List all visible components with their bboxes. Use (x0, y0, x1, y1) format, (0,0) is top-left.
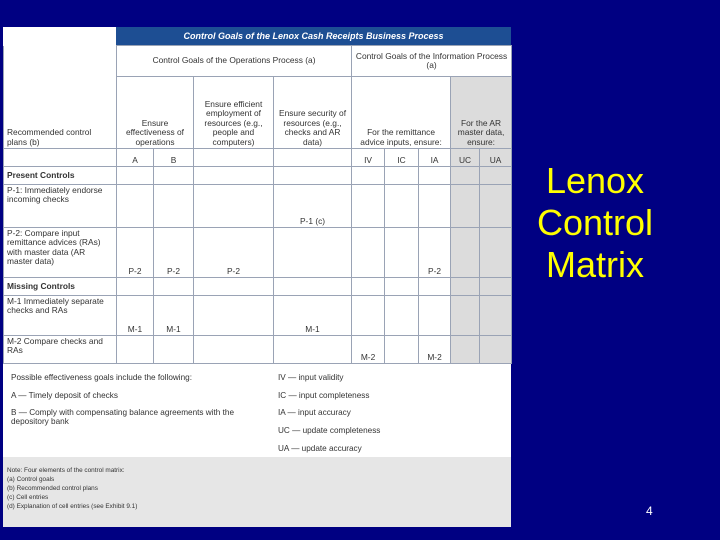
col-remittance: For the remittance advice inputs, ensure: (352, 77, 451, 149)
cell-p1-security: P-1 (c) (274, 185, 352, 228)
legend-ua: UA — update accuracy (278, 444, 362, 453)
table-row (4, 228, 512, 278)
cell-p2-efficient: P-2 (194, 228, 274, 278)
sub-ua: UA (480, 149, 512, 167)
legend-iv: IV — input validity (278, 373, 344, 382)
row-p1-label: P-1: Immediately endorse incoming checks (4, 185, 117, 228)
sub-efficient-blank (194, 149, 274, 167)
section-missing: Missing Controls (4, 278, 117, 296)
cell-m1-a: M-1 (117, 296, 154, 336)
note-4: (d) Explanation of cell entries (see Exhibit 9.1) (7, 503, 138, 510)
group-information: Control Goals of the Information Process (a) (352, 46, 512, 77)
cell-m2-iv: M-2 (352, 336, 385, 364)
col-security: Ensure security of resources (e.g., checks and AR data) (274, 77, 352, 149)
slide-title-line-1: Lenox (545, 160, 645, 201)
slide-title (516, 160, 674, 286)
legend-uc: UC — update completeness (278, 426, 381, 435)
legend-intro: Possible effectiveness goals include the following: (11, 373, 192, 382)
col-effectiveness: Ensure effectiveness of operations (117, 77, 194, 149)
rec-plans-header: Recommended control plans (b) (4, 46, 117, 149)
cell-p2-ia: P-2 (419, 228, 451, 278)
col-efficient: Ensure efficient employment of resources (e.g., people and computers) (194, 77, 274, 149)
sub-ic: IC (385, 149, 419, 167)
legend-ia: IA — input accuracy (278, 408, 351, 417)
section-present: Present Controls (4, 167, 117, 185)
table-row (4, 296, 512, 336)
cell-p2-b: P-2 (154, 228, 194, 278)
cell-m1-b: M-1 (154, 296, 194, 336)
row-m2-label: M-2 Compare checks and RAs (4, 336, 117, 364)
row-m1-label: M-1 Immediately separate checks and RAs (4, 296, 117, 336)
legend-b: B — Comply with compensating balance agreements with the depository bank (11, 408, 234, 426)
matrix-header: Control Goals of the Lenox Cash Receipts Business Process (116, 27, 511, 45)
cell-p2-a: P-2 (117, 228, 154, 278)
legend-ic: IC — input completeness (278, 391, 370, 400)
note-1: (a) Control goals (7, 476, 55, 483)
note-3: (c) Cell entries (7, 494, 49, 501)
sub-header-blank (4, 149, 117, 167)
cell-m2-ia: M-2 (419, 336, 451, 364)
sub-security-blank (274, 149, 352, 167)
control-matrix-table (3, 45, 512, 364)
sub-ia: IA (419, 149, 451, 167)
legend-a: A — Timely deposit of checks (11, 391, 118, 400)
legend (3, 371, 511, 457)
notes-box (3, 457, 511, 527)
note-2: (b) Recommended control plans (7, 485, 98, 492)
sub-iv: IV (352, 149, 385, 167)
cell-m1-security: M-1 (274, 296, 352, 336)
table-row (4, 185, 512, 228)
sub-b: B (154, 149, 194, 167)
page-number: 4 (646, 504, 653, 518)
col-ar-master: For the AR master data, ensure: (451, 77, 512, 149)
slide-title-line-3: Matrix (546, 244, 644, 285)
slide-title-line-2: Control (536, 202, 654, 243)
group-operations: Control Goals of the Operations Process (a) (117, 46, 352, 77)
note-0: Note: Four elements of the control matrix: (7, 467, 125, 474)
row-p2-label: P-2: Compare input remittance advices (RAs) with master data (AR master data) (4, 228, 117, 278)
sub-uc: UC (451, 149, 480, 167)
table-row (4, 336, 512, 364)
sub-a: A (117, 149, 154, 167)
